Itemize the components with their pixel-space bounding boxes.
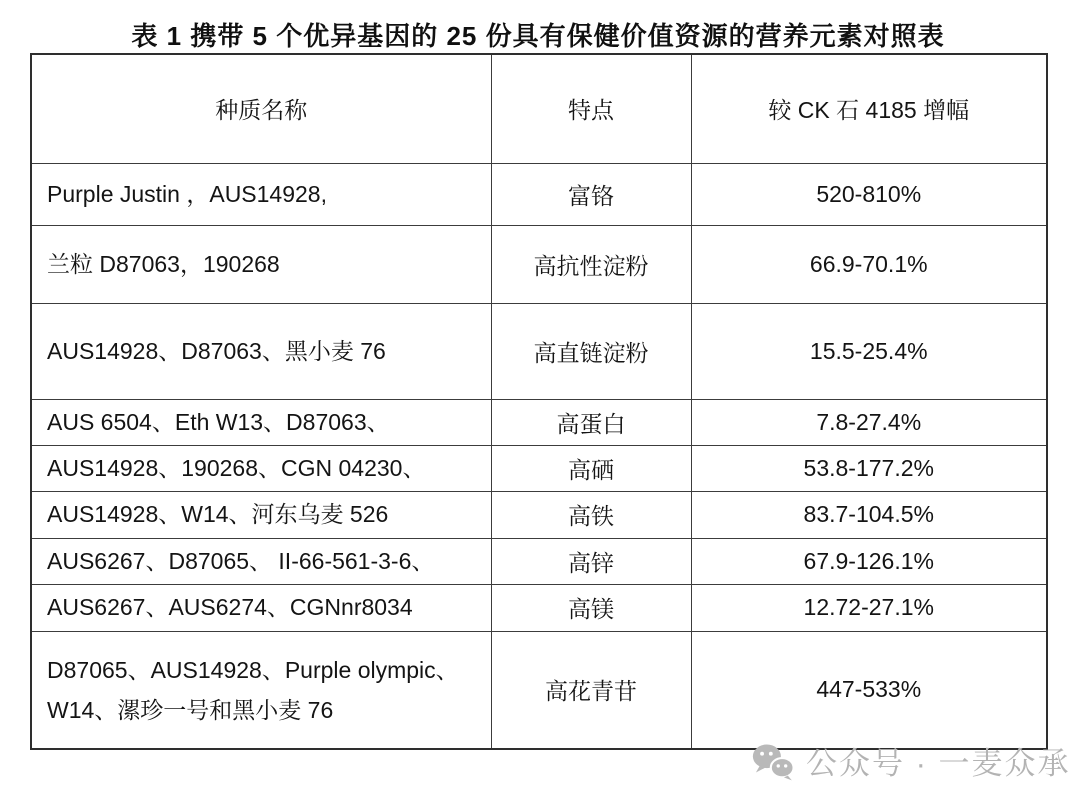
table-row [31,399,1047,445]
germplasm-name-cell: AUS14928、D87063、黑小麦 76 [31,303,491,399]
trait-cell: 富铬 [491,163,691,225]
trait-cell: 高花青苷 [491,631,691,749]
table-header-row [31,54,1047,163]
increase-cell: 15.5-25.4% [691,303,1047,399]
germplasm-name-cell: AUS14928、W14、河东乌麦 526 [31,491,491,538]
trait-cell: 高硒 [491,445,691,491]
increase-cell: 67.9-126.1% [691,538,1047,584]
germplasm-name-cell: Purple Justin ，AUS14928, [31,163,491,225]
table-title: 表 1 携带 5 个优异基因的 25 份具有保健价值资源的营养元素对照表 [131,21,945,51]
table-row [31,491,1047,538]
increase-cell: 447-533% [691,631,1047,749]
increase-cell: 66.9-70.1% [691,225,1047,303]
trait-cell: 高抗性淀粉 [491,225,691,303]
trait-cell: 高铁 [491,491,691,538]
table-row [31,631,1047,749]
germplasm-name-cell: AUS 6504、Eth W13、D87063、 [31,399,491,445]
increase-cell: 520-810% [691,163,1047,225]
table-row [31,163,1047,225]
table-row [31,445,1047,491]
germplasm-name-cell: AUS6267、AUS6274、CGNnr8034 [31,584,491,631]
trait-cell: 高蛋白 [491,399,691,445]
increase-cell: 12.72-27.1% [691,584,1047,631]
trait-cell: 高锌 [491,538,691,584]
germplasm-name-cell: D87065、AUS14928、Purple olympic、W14、漯珍一号和黑小麦 76 [31,631,491,749]
germplasm-name-cell: AUS14928、190268、CGN 04230、 [31,445,491,491]
increase-cell: 7.8-27.4% [691,399,1047,445]
table-row [31,225,1047,303]
header-trait: 特点 [491,54,691,163]
nutrition-comparison-table [30,53,1048,750]
table-row [31,303,1047,399]
increase-cell: 83.7-104.5% [691,491,1047,538]
watermark-text: 公众号 · 一麦众承 [806,746,1071,781]
germplasm-name-cell: 兰粒 D87063，190268 [31,225,491,303]
table-row [31,538,1047,584]
trait-cell: 高直链淀粉 [491,303,691,399]
header-increase: 较 CK 石 4185 增幅 [691,54,1047,163]
increase-cell: 53.8-177.2% [691,445,1047,491]
trait-cell: 高镁 [491,584,691,631]
germplasm-name-cell: AUS6267、D87065、 II-66-561-3-6、 [31,538,491,584]
wechat-icon [752,743,794,781]
table-row [31,584,1047,631]
watermark [752,738,1071,783]
header-germplasm-name: 种质名称 [31,54,491,163]
